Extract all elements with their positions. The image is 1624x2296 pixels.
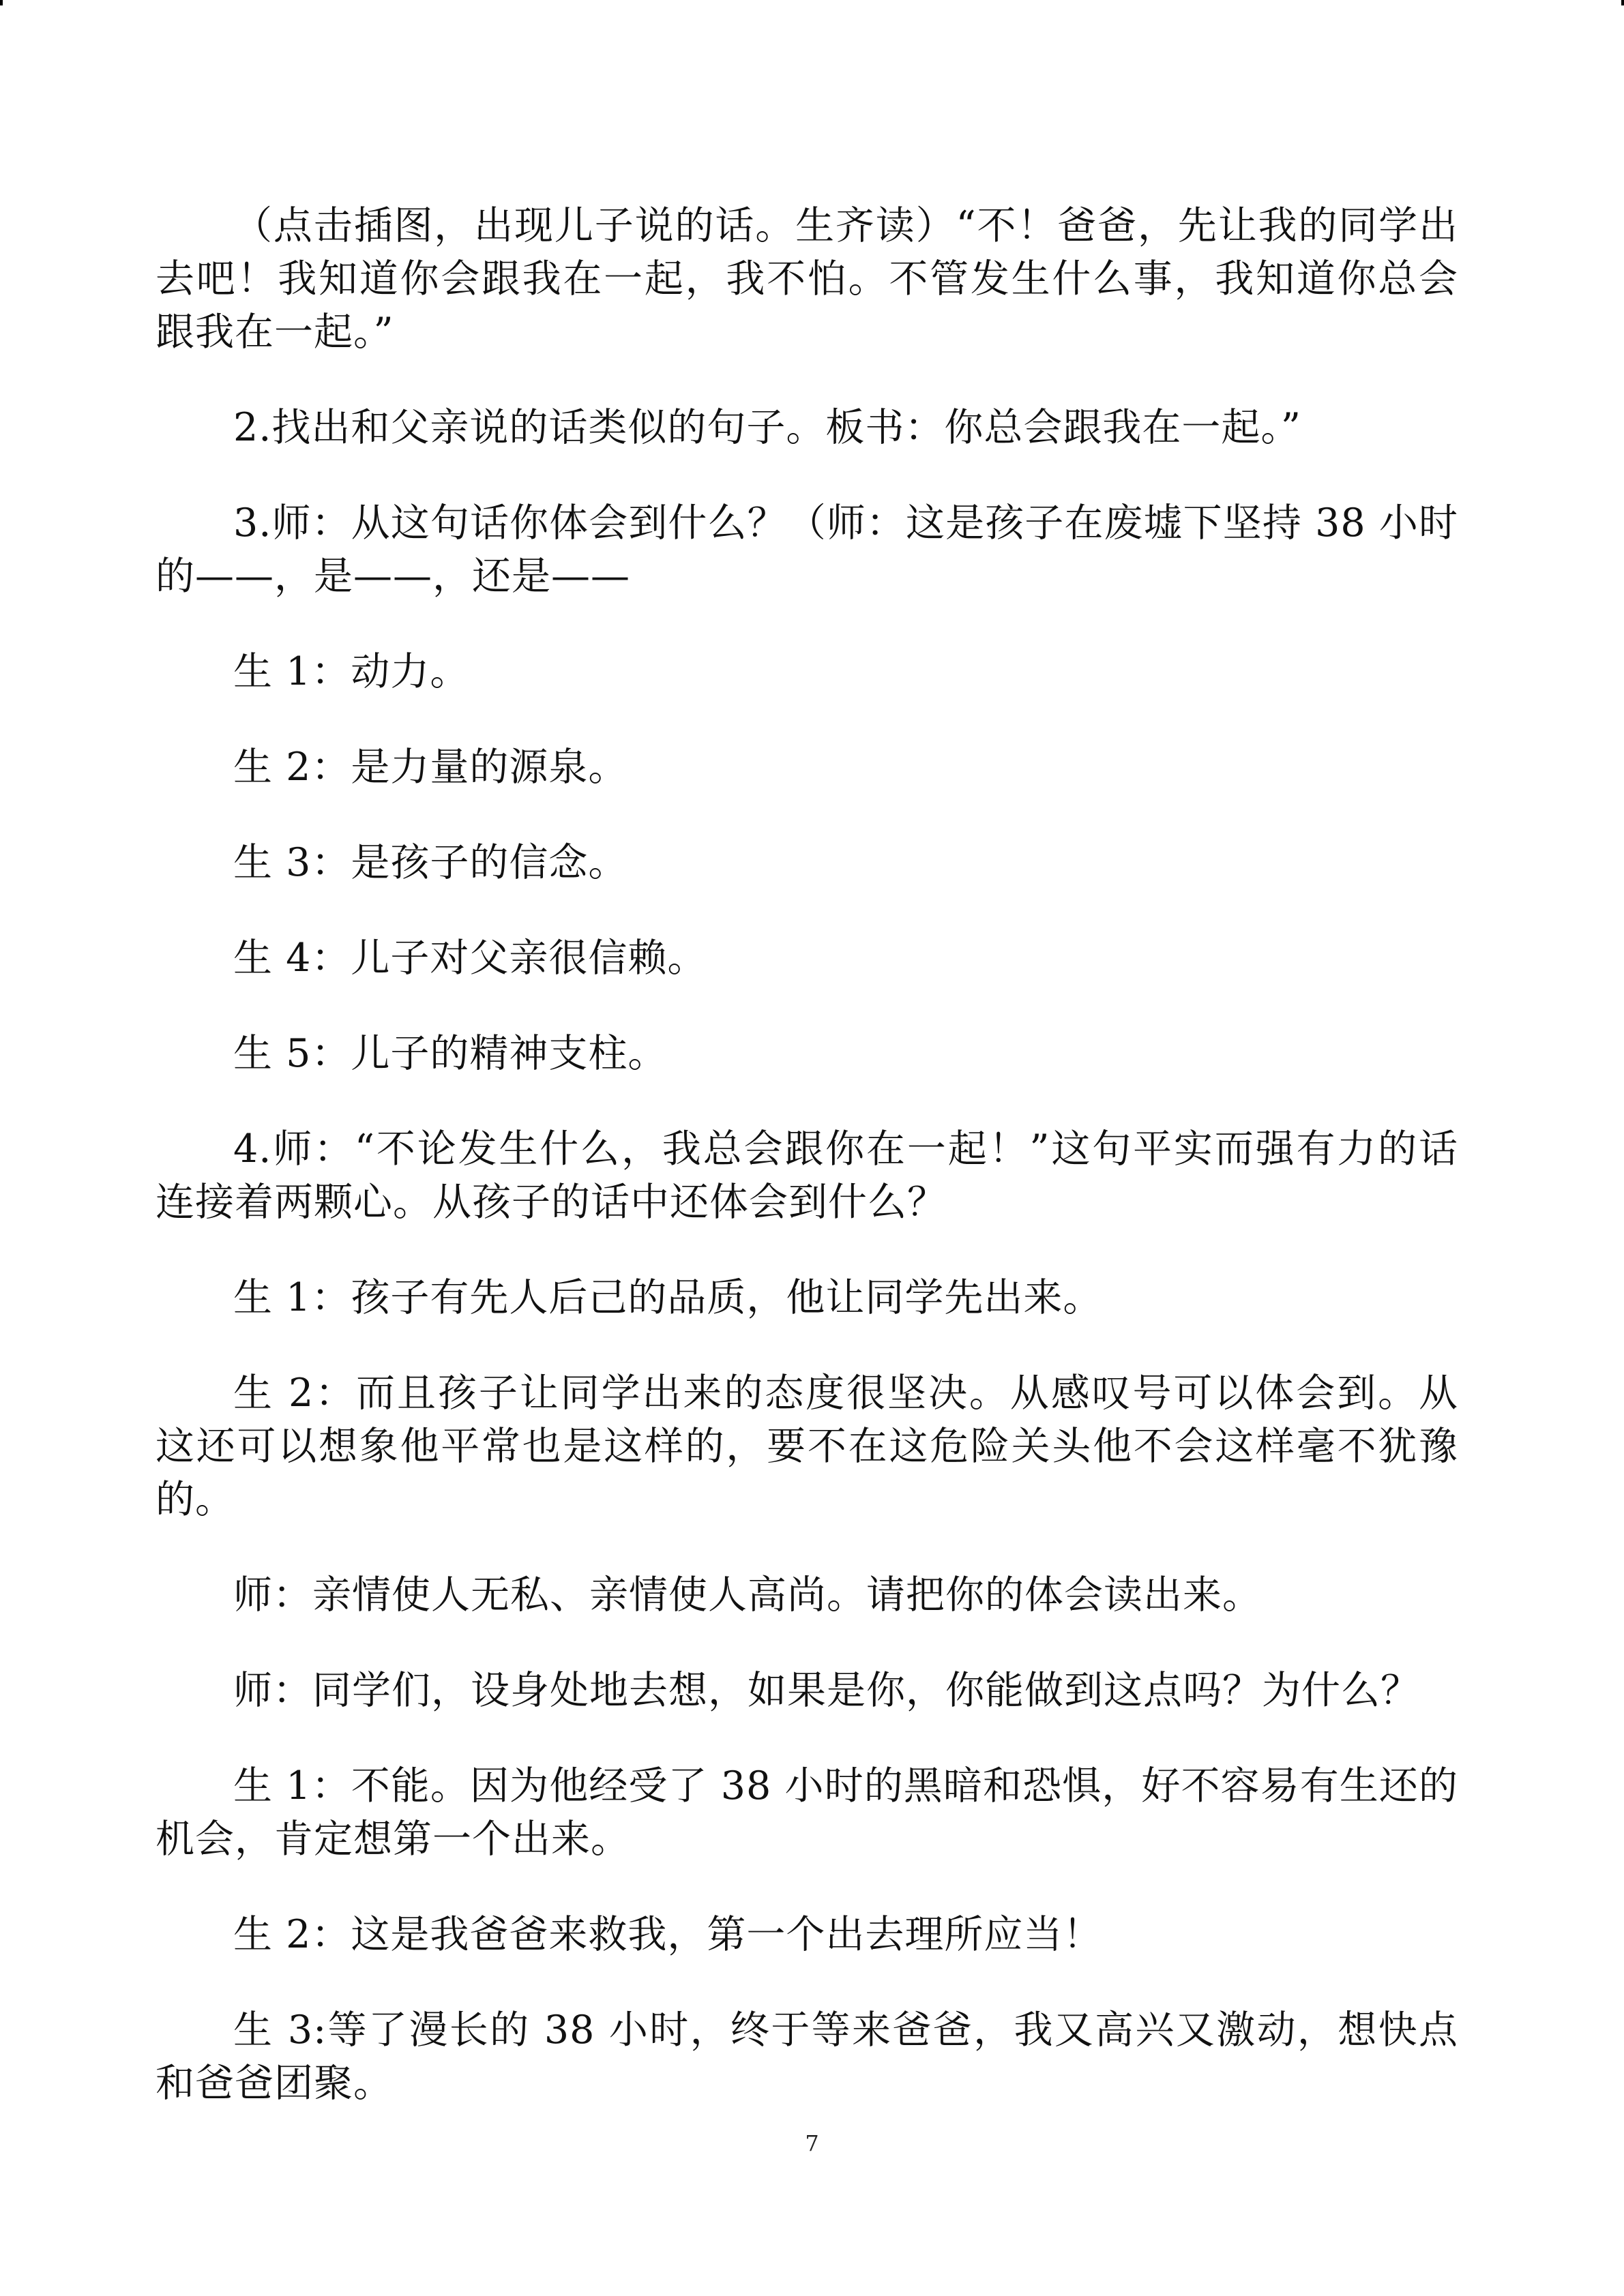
- paragraph-1: （点击插图，出现儿子说的话。生齐读）“不！爸爸，先让我的同学出去吧！我知道你会跟我在一起，我不怕。不管发生什么事，我知道你总会跟我在一起。”: [156, 203, 1458, 355]
- paragraph-15: 生 2：这是我爸爸来救我，第一个出去理所应当！: [233, 1912, 1103, 1957]
- paragraph-13: 师：同学们，设身处地去想，如果是你，你能做到这点吗？为什么？: [233, 1668, 1420, 1713]
- paragraph-7: 生 4：儿子对父亲很信赖。: [233, 936, 707, 981]
- paragraph-9: 4.师：“不论发生什么，我总会跟你在一起！”这句平实而强有力的话连接着两颗心。从孩子的话中还体会到什么？: [156, 1127, 1458, 1225]
- document-body: [156, 199, 1458, 2110]
- paragraph-12: 师：亲情使人无私、亲情使人高尚。请把你的体会读出来。: [233, 1572, 1262, 1617]
- paragraph-16: 生 3:等了漫长的 38 小时，终于等来爸爸，我又高兴又激动，想快点和爸爸团聚。: [156, 2008, 1458, 2106]
- paragraph-11: 生 2：而且孩子让同学出来的态度很坚决。从感叹号可以体会到。从这还可以想象他平常也是这样的，要不在这危险关头他不会这样毫不犹豫的。: [156, 1371, 1458, 1522]
- page-number: 7: [805, 2130, 819, 2156]
- paragraph-4: 生 1：动力。: [233, 649, 470, 694]
- paragraph-5: 生 2：是力量的源泉。: [233, 745, 628, 790]
- paragraph-3: 3.师：从这句话你体会到什么？（师：这是孩子在废墟下坚持 38 小时的——，是——，还是——: [156, 501, 1458, 599]
- paragraph-2: 2.找出和父亲说的话类似的句子。板书：你总会跟我在一起。”: [233, 405, 1302, 450]
- paragraph-10: 生 1：孩子有先人后己的品质，他让同学先出来。: [233, 1275, 1103, 1320]
- crop-mark-top-right: [1621, 0, 1624, 5]
- paragraph-6: 生 3：是孩子的信念。: [233, 840, 628, 885]
- crop-mark-top-left: [0, 0, 3, 5]
- paragraph-8: 生 5：儿子的精神支柱。: [233, 1031, 668, 1076]
- paragraph-14: 生 1：不能。因为他经受了 38 小时的黑暗和恐惧，好不容易有生还的机会，肯定想第一个出来。: [156, 1763, 1458, 1862]
